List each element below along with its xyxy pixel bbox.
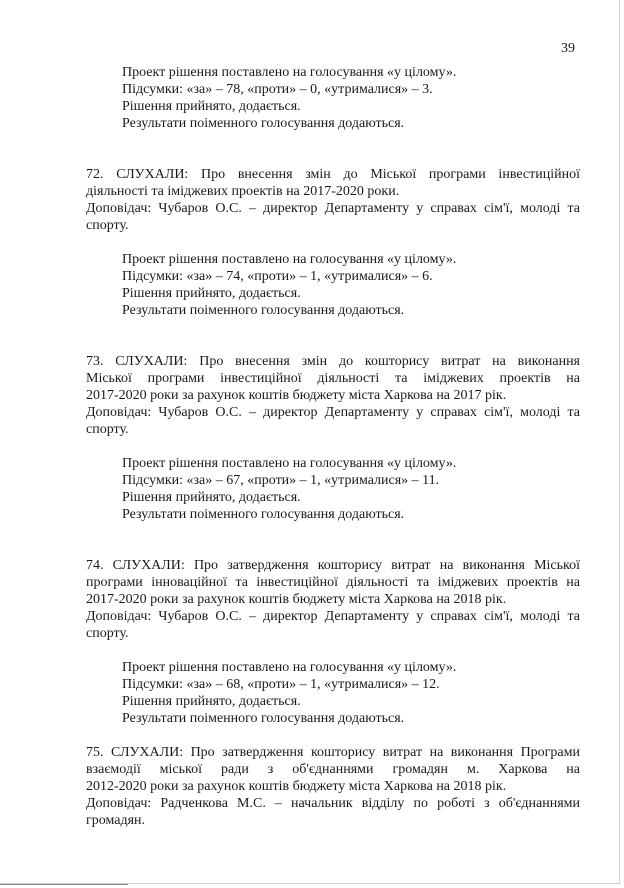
item-74-decision: Рішення прийнято, додається.: [122, 694, 301, 709]
item-75-heading-cont-2: 2012-2020 роки за рахунок коштів бюджету міста Харкова на 2018 рік.: [86, 779, 507, 794]
item-72-vote-put: Проект рішення поставлено на голосування «у цілому».: [122, 252, 457, 267]
item-74-heading-cont-1: програми інноваційної та інвестиційної діяльності та іміджевих проектів на: [86, 575, 580, 590]
page-number: 39: [561, 41, 575, 56]
item-73-vote-results: Підсумки: «за» – 67, «проти» – 1, «утрималися» – 11.: [122, 473, 440, 488]
item-72-vote-results: Підсумки: «за» – 74, «проти» – 1, «утрималися» – 6.: [122, 269, 433, 284]
decision-line: Рішення прийнято, додається.: [122, 99, 301, 114]
item-74-heading-cont-2: 2017-2020 роки за рахунок коштів бюджету міста Харкова на 2018 рік.: [86, 592, 507, 607]
item-75-heading-cont-1: взаємодії міської ради з об'єднаннями громадян м. Харкова на: [86, 762, 580, 777]
item-73-roll-call: Результати поіменного голосування додаються.: [122, 507, 405, 522]
item-73-decision: Рішення прийнято, додається.: [122, 490, 301, 505]
item-73-speaker: Доповідач: Чубаров О.С. – директор Департаменту у справах сім'ї, молоді та: [86, 405, 580, 420]
item-74-vote-put: Проект рішення поставлено на голосування «у цілому».: [122, 660, 457, 675]
item-72-speaker: Доповідач: Чубаров О.С. – директор Департаменту у справах сім'ї, молоді та: [86, 201, 580, 216]
item-75-speaker-cont: громадян.: [86, 813, 146, 828]
item-72-speaker-cont: спорту.: [86, 218, 129, 233]
item-73-heading-cont-2: 2017-2020 роки за рахунок коштів бюджету міста Харкова на 2017 рік.: [86, 388, 507, 403]
roll-call-line: Результати поіменного голосування додаються.: [122, 116, 405, 131]
item-74-heading: 74. СЛУХАЛИ: Про затвердження кошторису витрат на виконання Міської: [86, 558, 580, 573]
item-73-heading-cont-1: Міської програми інвестиційної діяльності та іміджевих проектів на: [86, 371, 580, 386]
item-73-vote-put: Проект рішення поставлено на голосування «у цілому».: [122, 456, 457, 471]
item-72-decision: Рішення прийнято, додається.: [122, 286, 301, 301]
item-74-vote-results: Підсумки: «за» – 68, «проти» – 1, «утрималися» – 12.: [122, 677, 440, 692]
item-74-roll-call: Результати поіменного голосування додаються.: [122, 711, 405, 726]
item-73-heading: 73. СЛУХАЛИ: Про внесення змін до кошторису витрат на виконання: [86, 354, 580, 369]
item-74-speaker-cont: спорту.: [86, 626, 129, 641]
item-72-heading: 72. СЛУХАЛИ: Про внесення змін до Міської програми інвестиційної: [86, 167, 580, 182]
vote-results-line: Підсумки: «за» – 78, «проти» – 0, «утрималися» – 3.: [122, 82, 433, 97]
item-75-heading: 75. СЛУХАЛИ: Про затвердження кошторису витрат на виконання Програми: [86, 745, 580, 760]
item-74-speaker: Доповідач: Чубаров О.С. – директор Департаменту у справах сім'ї, молоді та: [86, 609, 580, 624]
item-75-speaker: Доповідач: Радченкова М.С. – начальник відділу по роботі з об'єднаннями: [86, 796, 580, 811]
item-73-speaker-cont: спорту.: [86, 422, 129, 437]
item-72-heading-cont: діяльності та іміджевих проектів на 2017-2020 роки.: [86, 184, 400, 199]
item-72-roll-call: Результати поіменного голосування додаються.: [122, 303, 405, 318]
vote-put-line: Проект рішення поставлено на голосування «у цілому».: [122, 65, 457, 80]
page-edge-rule: [0, 884, 128, 885]
